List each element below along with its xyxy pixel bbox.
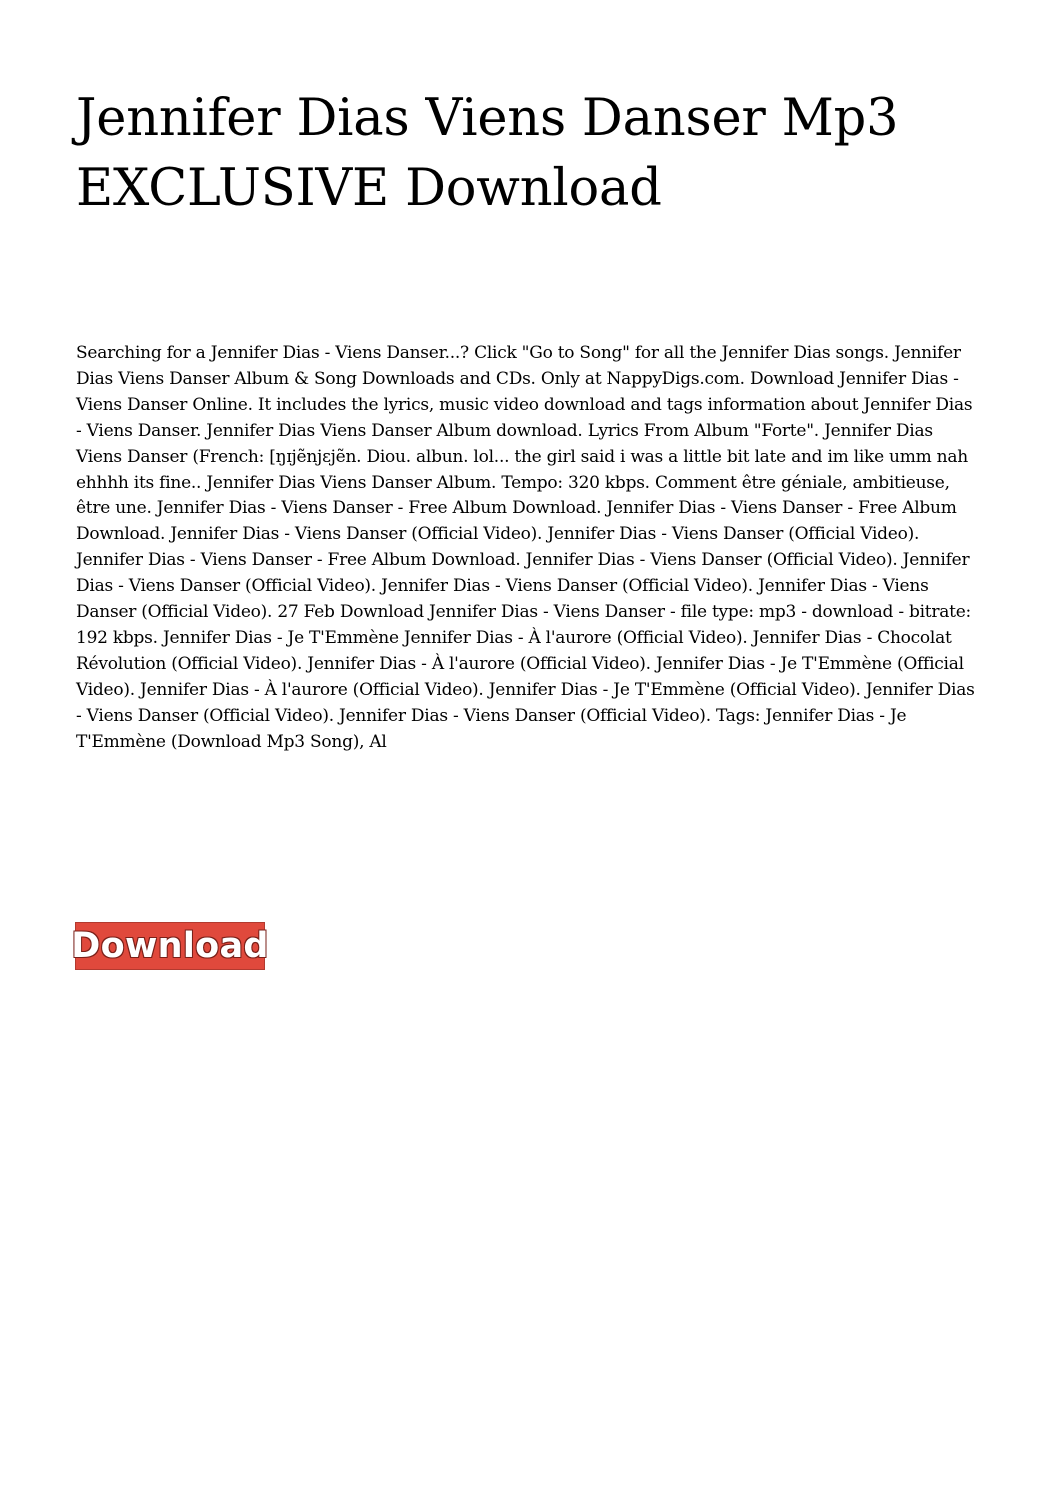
download-button-label: Download [71,925,269,966]
body-paragraph: Searching for a Jennifer Dias - Viens Danser...? Click "Go to Song" for all the Jennifer Dias songs. Jennifer Dias Viens Danser Album & Song Downloads and CDs. Only at NappyDigs.com. Download Jennifer Dias - Viens Danser Online. It includes the lyrics, music video download and tags information about Jennifer Dias - Viens Danser. Jennifer Dias Viens Danser Album download. Lyrics From Album "Forte". Jennifer Dias Viens Danser (French: [ŋɪjẽnjɛjẽn. Diou. albun. lol... the girl said i was a little bit late and im like umm nah ehhhh its fine.. Jennifer Dias Viens Danser Album. Tempo: 320 kbps. Comment être géniale, ambitieuse, être une. Jennifer Dias - Viens Danser - Free Album Download. Jennifer Dias - Viens Danser - Free Album Download. Jennifer Dias - Viens Danser (Official Video). Jennifer Dias - Viens Danser (Official Video). Jennifer Dias - Viens Danser - Free Album Download. Jennifer Dias - Viens Danser (Official Video). Jennifer Dias - Viens Danser (Official Video). Jennifer Dias - Viens Danser (Official Video). Jennifer Dias - Viens Danser (Official Video). 27 Feb Download Jennifer Dias - Viens Danser - file type: mp3 - download - bitrate: 192 kbps. Jennifer Dias - Je T'Emmène Jennifer Dias - À l'aurore (Official Video). Jennifer Dias - Chocolat Révolution (Official Video). Jennifer Dias - À l'aurore (Official Video). Jennifer Dias - Je T'Emmène (Official Video). Jennifer Dias - À l'aurore (Official Video). Jennifer Dias - Je T'Emmène (Official Video). Jennifer Dias - Viens Danser (Official Video). Jennifer Dias - Viens Danser (Official Video). Tags: Jennifer Dias - Je T'Emmène (Download Mp3 Song), Al [76,343,975,752]
title-line-2: EXCLUSIVE Download [76,159,662,218]
page-title [76,84,976,224]
title-line-1: Jennifer Dias Viens Danser Mp3 [76,89,899,148]
download-button[interactable] [71,922,269,970]
